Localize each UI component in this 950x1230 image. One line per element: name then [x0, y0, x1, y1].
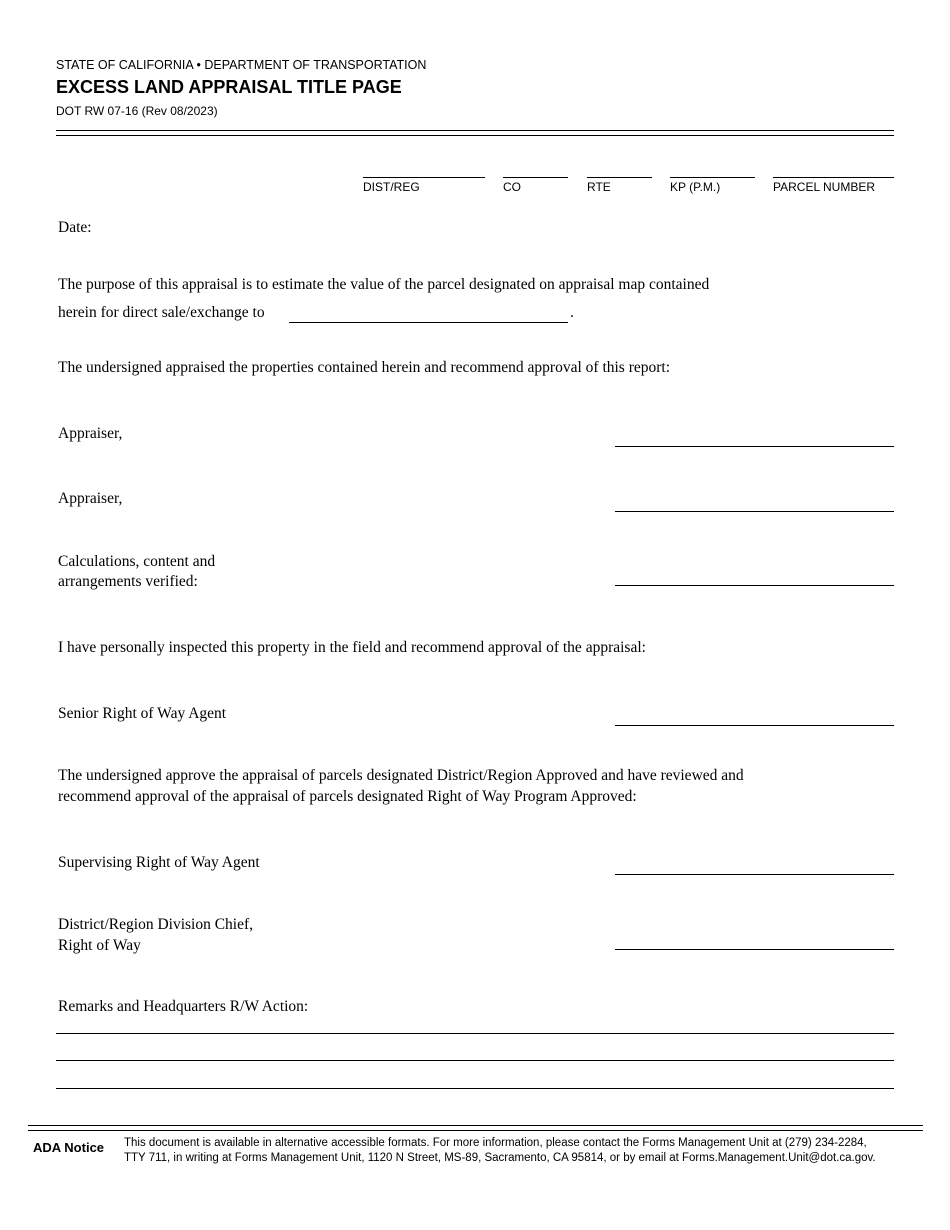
- co-input[interactable]: [503, 177, 568, 178]
- division-chief-label-line-2: Right of Way: [58, 937, 141, 954]
- calculations-signature-line[interactable]: [615, 585, 894, 586]
- appraiser-1-label: Appraiser,: [58, 425, 123, 442]
- division-chief-signature-line[interactable]: [615, 949, 894, 950]
- appraiser-2-signature-line[interactable]: [615, 511, 894, 512]
- ada-notice-line-1: This document is available in alternative accessible formats. For more information, please contact the Forms Management Unit at (279) 234-2284,: [124, 1137, 867, 1149]
- approval-statement-line-2: recommend approval of the appraisal of parcels designated Right of Way Program Approved:: [58, 788, 637, 805]
- ada-notice-line-2: TTY 711, in writing at Forms Management Unit, 1120 N Street, MS-89, Sacramento, CA 95814, or by email at Forms.Management.Unit@dot.ca.gov.: [124, 1152, 876, 1164]
- ada-notice-label: ADA Notice: [33, 1140, 105, 1155]
- dist-reg-label: DIST/REG: [363, 180, 420, 194]
- purpose-period: .: [570, 304, 574, 321]
- agency-name: STATE OF CALIFORNIA • DEPARTMENT OF TRANSPORTATION: [56, 58, 427, 72]
- appraiser-1-signature-line[interactable]: [615, 446, 894, 447]
- division-chief-label-line-1: District/Region Division Chief,: [58, 916, 254, 933]
- kp-input[interactable]: [670, 177, 755, 178]
- supervising-agent-label: Supervising Right of Way Agent: [58, 854, 260, 871]
- form-title: EXCESS LAND APPRAISAL TITLE PAGE: [56, 77, 402, 97]
- purpose-line-1: The purpose of this appraisal is to estimate the value of the parcel designated on appraisal map contained: [58, 276, 710, 293]
- supervising-agent-signature-line[interactable]: [615, 874, 894, 875]
- sale-exchange-to-input[interactable]: [289, 322, 568, 323]
- header-rule-top: [56, 130, 894, 131]
- purpose-line-2: herein for direct sale/exchange to: [58, 304, 265, 321]
- remarks-line-2[interactable]: [56, 1060, 894, 1061]
- parcel-number-input[interactable]: [773, 177, 894, 178]
- calculations-label-line-2: arrangements verified:: [58, 573, 198, 590]
- senior-agent-signature-line[interactable]: [615, 725, 894, 726]
- footer-rule-bottom: [28, 1130, 923, 1131]
- approval-statement-line-1: The undersigned approve the appraisal of parcels designated District/Region Approved and have reviewed and: [58, 767, 744, 784]
- remarks-label: Remarks and Headquarters R/W Action:: [58, 998, 309, 1015]
- co-label: CO: [503, 180, 521, 194]
- rte-input[interactable]: [587, 177, 652, 178]
- footer-rule-top: [28, 1125, 923, 1126]
- rte-label: RTE: [587, 180, 611, 194]
- ada-notice-text: [124, 1136, 924, 1166]
- dist-reg-input[interactable]: [363, 177, 485, 178]
- form-number: DOT RW 07-16 (Rev 08/2023): [56, 104, 218, 118]
- parcel-number-label: PARCEL NUMBER: [773, 180, 876, 194]
- inspection-statement: I have personally inspected this property in the field and recommend approval of the appraisal:: [58, 639, 646, 656]
- remarks-line-3[interactable]: [56, 1088, 894, 1089]
- senior-agent-label: Senior Right of Way Agent: [58, 705, 227, 722]
- header-rule-bottom: [56, 135, 894, 136]
- kp-label: KP (P.M.): [670, 180, 721, 194]
- date-label: Date:: [58, 219, 92, 236]
- calculations-label-line-1: Calculations, content and: [58, 553, 216, 570]
- appraiser-2-label: Appraiser,: [58, 490, 123, 507]
- undersigned-statement: The undersigned appraised the properties contained herein and recommend approval of this report:: [58, 359, 671, 376]
- remarks-line-1[interactable]: [56, 1033, 894, 1034]
